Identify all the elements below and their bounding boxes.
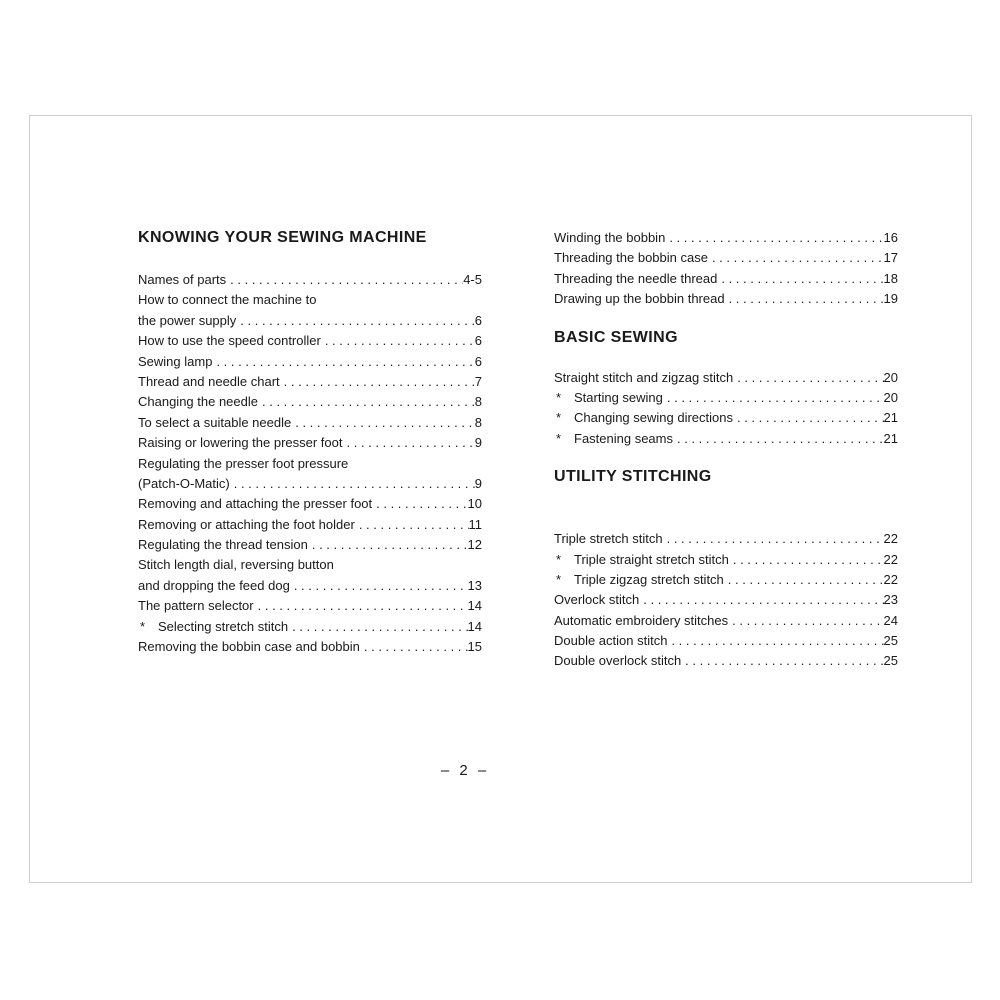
toc-entry [554,429,898,449]
toc-entry-label-wrap [138,617,288,637]
dot-leader [321,331,475,351]
toc-entry-label-wrap [554,248,708,268]
toc-entry-page: 18 [883,270,898,286]
toc-entry-continued [138,290,482,310]
right-column [554,228,898,672]
dot-leader [355,515,469,535]
toc-entry-page: 25 [883,653,898,669]
toc-entry [138,311,482,331]
dot-leader [343,433,475,453]
toc-entry-label: Triple zigzag stretch stitch [574,571,724,587]
toc-entry-label: Removing the bobbin case and bobbin [138,639,360,655]
toc-entry-page: 24 [883,612,898,628]
toc-entry-page: 10 [467,496,482,512]
toc-entry-label: How to use the speed controller [138,333,321,349]
toc-entry-page: 22 [883,571,898,587]
toc-list-utility-stitching [554,529,898,672]
dot-leader [728,611,883,631]
toc-entry [138,535,482,555]
toc-entry-label: Overlock stitch [554,592,640,608]
toc-entry-page: 14 [467,598,482,614]
toc-entry-label: Starting sewing [574,389,663,405]
toc-entry-page: 15 [467,639,482,655]
toc-entry [138,576,482,596]
toc-entry-label: Double action stitch [554,633,668,649]
toc-entry [554,529,898,549]
toc-entry-label-wrap [138,352,212,372]
toc-entry-label-wrap [554,590,639,610]
toc-entry-label-wrap [138,372,280,392]
toc-entry [554,570,898,590]
toc-entry-page: 21 [883,430,898,446]
toc-entry-page: 8 [474,394,482,410]
toc-list-basic-sewing [554,368,898,450]
toc-entry-label: Raising or lowering the presser foot [138,435,343,451]
toc-entry-label-wrap [138,331,321,351]
toc-entry-label: Triple straight stretch stitch [574,551,729,567]
toc-entry-label-wrap [554,388,663,408]
dot-leader [360,637,468,657]
toc-entry-label: the power supply [138,312,237,328]
toc-entry-page: 25 [883,633,898,649]
toc-entry-page: 17 [883,250,898,266]
toc-entry-page: 13 [467,577,482,593]
dot-leader [212,352,474,372]
dot-leader [290,576,468,596]
dot-leader [639,590,883,610]
toc-entry-page: 6 [474,333,482,349]
toc-entry [138,433,482,453]
toc-entry-label: Selecting stretch stitch [158,618,289,634]
toc-entry-label: Changing sewing directions [574,410,733,426]
toc-entry-label: Straight stitch and zigzag stitch [554,369,734,385]
toc-entry-page: 16 [883,230,898,245]
dot-leader [708,248,884,268]
toc-entry-label-wrap [554,550,729,570]
toc-entry-label-wrap [138,515,355,535]
section-heading-utility-stitching: UTILITY STITCHING [554,468,712,486]
toc-entry-label-wrap [554,289,725,309]
toc-entry-page: 20 [883,369,898,385]
toc-entry-label: Threading the bobbin case [554,250,708,266]
section-heading-knowing-your-machine: KNOWING YOUR SEWING MACHINE [138,229,427,246]
toc-entry-label: Fastening seams [574,430,673,446]
toc-entry-page: 6 [474,312,482,328]
toc-entry-page: 9 [474,475,482,491]
toc-entry-label-wrap [138,637,360,657]
toc-entry-page: 14 [467,618,482,634]
bullet-asterisk: * [556,410,562,426]
toc-entry [138,352,482,372]
dot-leader [729,550,884,570]
dot-leader [663,388,884,408]
dot-leader [733,368,883,388]
page-number: – 2 – [440,762,490,779]
toc-entry-continued [138,454,482,474]
toc-entry-label-wrap [554,611,728,631]
toc-entry-label: Thread and needle chart [138,373,280,389]
toc-list-knowing-your-machine [138,270,482,657]
toc-entry-label: Regulating the thread tension [138,537,308,553]
dot-leader [372,494,467,514]
toc-entry [138,596,482,616]
toc-entry-label: Sewing lamp [138,353,213,369]
toc-entry [554,651,898,671]
dot-leader [308,535,468,555]
dot-leader [663,529,884,549]
manual-page [29,115,972,883]
toc-entry-label-wrap [138,270,226,290]
dot-leader [673,429,884,449]
section-heading-basic-sewing: BASIC SEWING [554,328,678,346]
toc-entry-label: The pattern selector [138,598,254,614]
toc-entry [554,408,898,428]
toc-entry-label: How to connect the machine to [138,292,317,308]
toc-entry-label: Drawing up the bobbin thread [554,291,725,307]
toc-entry [554,289,898,309]
toc-entry-label-wrap [138,474,230,494]
toc-entry-page: 19 [883,291,898,307]
left-column [138,228,482,657]
toc-entry-label: Regulating the presser foot pressure [138,455,349,471]
toc-entry-label-wrap [554,631,667,651]
toc-entry-continued [138,555,482,575]
toc-entry [138,617,482,637]
dot-leader [236,311,474,331]
bullet-asterisk: * [556,430,562,446]
toc-entry [554,228,898,248]
toc-entry [554,388,898,408]
toc-entry-page: 12 [467,537,482,553]
toc-entry [138,474,482,494]
toc-entry-label-wrap [554,570,724,590]
toc-entry-label: Double overlock stitch [554,653,682,669]
bullet-asterisk: * [556,571,562,587]
toc-entry-page: 9 [474,435,482,451]
dot-leader [230,474,475,494]
toc-entry-page: 22 [883,531,898,547]
toc-entry-label-wrap [138,433,343,453]
toc-entry-label-wrap [138,535,308,555]
toc-entry [138,331,482,351]
toc-entry-label-wrap [138,494,372,514]
dot-leader [280,372,475,392]
toc-entry [138,392,482,412]
toc-entry [138,637,482,657]
toc-entry [554,611,898,631]
dot-leader [288,617,467,637]
dot-leader [291,413,475,433]
dot-leader [254,596,468,616]
toc-entry-label: Winding the bobbin [554,230,666,245]
toc-entry-label: Removing and attaching the presser foot [138,496,373,512]
toc-entry-label-wrap [554,368,733,388]
toc-list-continued [554,228,898,310]
toc-entry-label-wrap [554,408,733,428]
dot-leader [258,392,475,412]
toc-entry-label: Removing or attaching the foot holder [138,516,355,532]
dot-leader [665,228,883,248]
toc-entry-label: Threading the needle thread [554,270,718,286]
toc-entry-page: 11 [468,516,482,532]
toc-entry-label-wrap [554,429,673,449]
toc-entry [554,248,898,268]
toc-entry-page: 8 [474,414,482,430]
toc-entry-label-wrap [138,413,291,433]
toc-entry [554,631,898,651]
toc-entry-page: 7 [474,373,482,389]
toc-entry-label-wrap [554,651,681,671]
toc-entry-page: 4-5 [463,272,482,287]
toc-entry-page: 23 [883,592,898,608]
toc-entry [554,550,898,570]
dot-leader [733,408,884,428]
toc-entry [554,590,898,610]
toc-entry-label: and dropping the feed dog [138,577,290,593]
toc-entry [138,372,482,392]
toc-entry [138,515,482,535]
dot-leader [717,269,883,289]
toc-entry-label: Names of parts [138,272,227,287]
bullet-asterisk: * [556,389,562,405]
toc-entry-page: 21 [883,410,898,426]
toc-entry-label-wrap [138,392,258,412]
dot-leader [724,570,884,590]
dot-leader [681,651,883,671]
toc-entry-label-wrap [138,576,290,596]
toc-entry [554,368,898,388]
toc-entry [138,270,482,290]
toc-entry-label: To select a suitable needle [138,414,292,430]
toc-entry-label: Stitch length dial, reversing button [138,557,334,573]
toc-entry-label-wrap [138,596,254,616]
bullet-asterisk: * [556,551,562,567]
toc-entry-label: Changing the needle [138,394,258,410]
bullet-asterisk: * [140,618,146,634]
toc-entry-label-wrap [554,529,663,549]
toc-entry-page: 6 [474,353,482,369]
toc-entry-label: Triple stretch stitch [554,531,663,547]
toc-entry-label-wrap [138,311,236,331]
toc-entry [554,269,898,289]
toc-entry-label: (Patch-O-Matic) [138,475,230,491]
toc-entry-label-wrap [554,269,717,289]
dot-leader [226,270,463,290]
toc-entry [138,413,482,433]
toc-entry-page: 20 [883,389,898,405]
toc-entry [138,494,482,514]
dot-leader [725,289,884,309]
toc-entry-label: Automatic embroidery stitches [554,612,729,628]
toc-entry-label-wrap [554,228,665,248]
toc-entry-page: 22 [883,551,898,567]
dot-leader [667,631,883,651]
